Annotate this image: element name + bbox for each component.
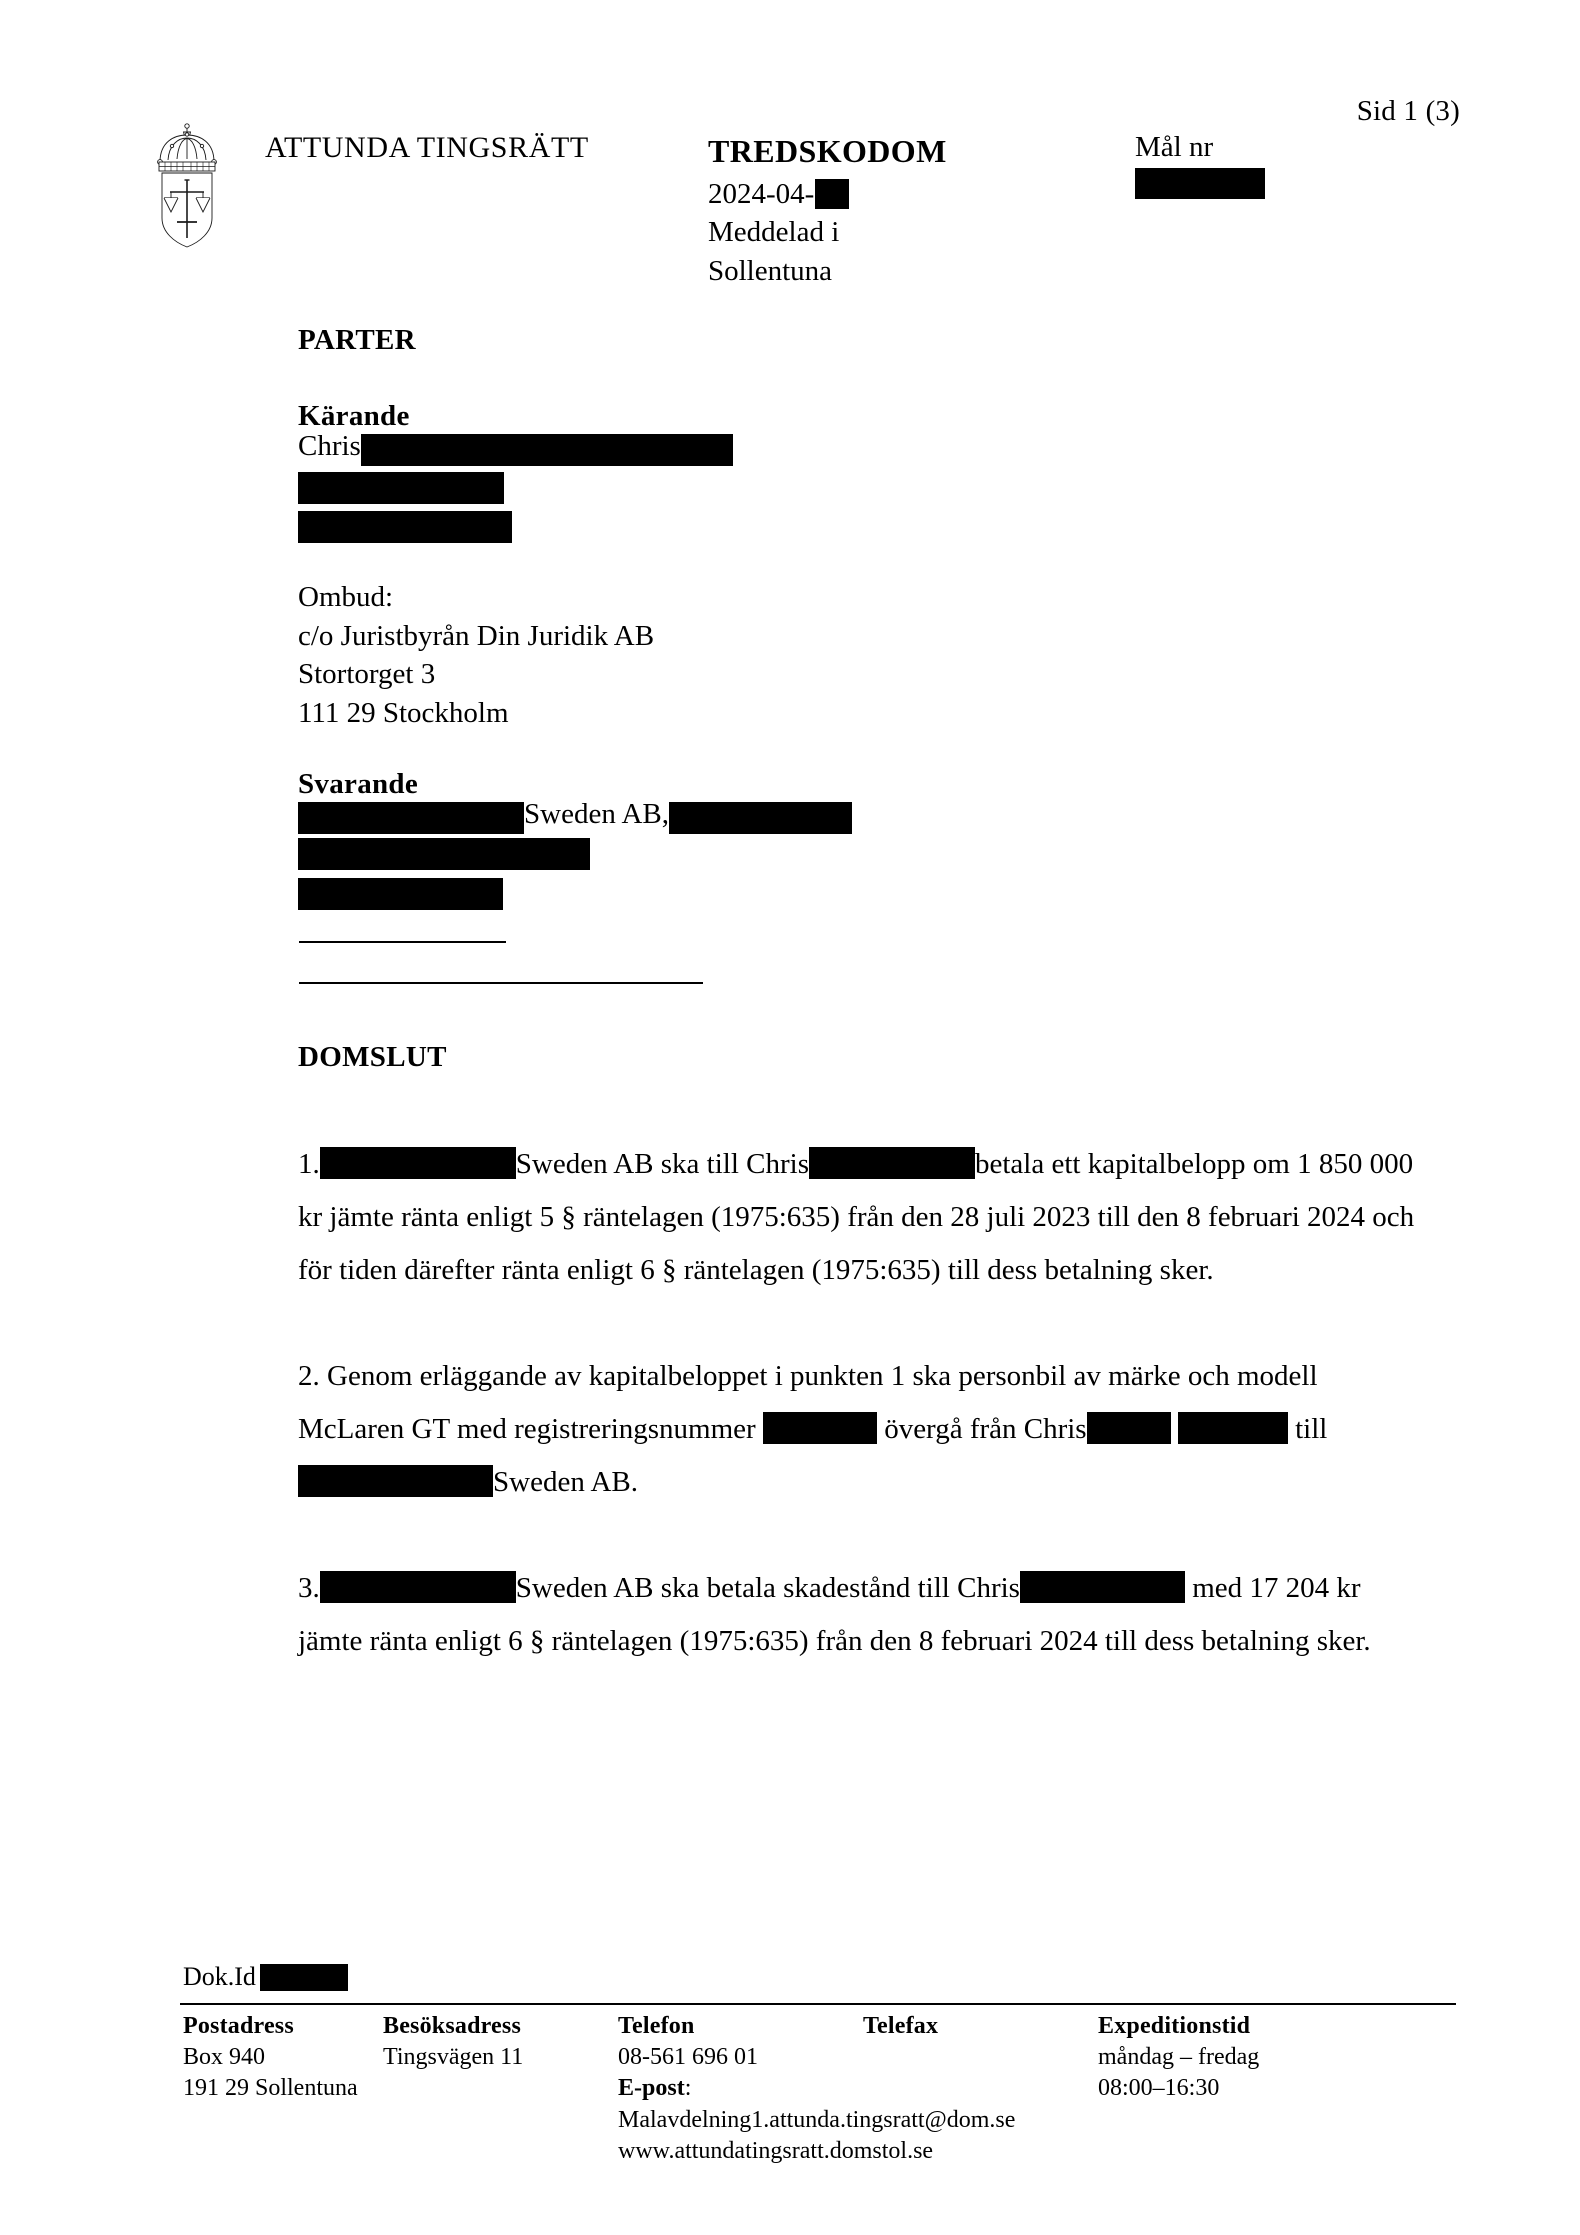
judgment-section-heading: DOMSLUT: [298, 1041, 447, 1073]
defendant-company-suffix: Sweden AB,: [524, 798, 669, 830]
redaction-defendant-address-2: [298, 878, 503, 910]
footer-telephone-heading: Telefon: [618, 2013, 695, 2039]
judgment-item-2-text-d: Sweden AB.: [493, 1466, 638, 1498]
redaction-defendant-company-name: [298, 802, 524, 834]
judgment-item-3-number: 3.: [298, 1572, 320, 1604]
parties-section-heading: PARTER: [298, 324, 416, 356]
document-date: 2024-04-: [708, 177, 815, 210]
judgment-item-2-text-c: till: [1295, 1413, 1328, 1445]
court-name: ATTUNDA TINGSRÄTT: [265, 131, 589, 164]
footer-column-opening-hours: [1098, 2011, 1398, 2105]
plaintiff-name-prefix: Chris: [298, 430, 361, 462]
defendant-heading: Svarande: [298, 768, 419, 800]
footer-website-url[interactable]: www.attundatingsratt.domstol.se: [618, 2137, 934, 2164]
plaintiff-heading: Kärande: [298, 400, 410, 432]
redaction-defendant-org-number: [669, 802, 852, 834]
document-type-title: TREDSKODOM: [708, 133, 947, 169]
judgment-item-1-text-b: betala ett kapitalbelopp om 1 850 000 kr jämte ränta enligt 5 § räntelagen (1975:635) från den 28 juli 2023 till den 8 februari 2024 och för tiden därefter ränta enligt 6 § räntelagen (1975:635) till dess betalning sker.: [298, 1148, 1415, 1286]
redaction-document-id: [260, 1964, 348, 1991]
redaction-plaintiff-address-1: [298, 472, 504, 504]
footer-column-telefax: [863, 2011, 1098, 2042]
footer-column-telephone: Telefon 08-561 696 01 E-post: Malavdelning1.attunda.tingsratt@dom.se www.attundatingsratt.domstol.se: [618, 2011, 863, 2167]
issued-location-line1: Meddelad i: [708, 216, 840, 249]
document-date-line: [708, 175, 1038, 214]
document-id-label: Dok.Id: [183, 1962, 256, 1991]
judgment-item-1-number: 1.: [298, 1148, 320, 1180]
case-number-label: Mål nr: [1135, 131, 1214, 163]
redaction-item2-plaintiff-a: [1087, 1412, 1171, 1444]
footer-postal-line-1: Box 940: [183, 2044, 266, 2071]
judgment-body: [298, 1138, 1428, 1668]
footer-postal-line-2: 191 29 Sollentuna: [183, 2075, 358, 2102]
footer-email-label: E-post: [618, 2075, 685, 2102]
redaction-item1-plaintiff: [809, 1147, 975, 1179]
judgment-item-2-text-b: övergå från Chris: [884, 1413, 1087, 1445]
footer-visiting-line-1: Tingsvägen 11: [383, 2044, 524, 2071]
representative-details: [298, 578, 654, 732]
judgment-item-1-text-a: Sweden AB ska till Chris: [515, 1148, 809, 1180]
defendant-name-line: [298, 798, 852, 834]
footer-telefax-heading: Telefax: [863, 2013, 939, 2039]
swedish-court-coat-of-arms-icon: [148, 118, 226, 250]
redaction-plaintiff-name: [361, 434, 733, 466]
redaction-item1-company: [320, 1147, 516, 1179]
redaction-item3-company: [320, 1571, 516, 1603]
plaintiff-name-line: [298, 432, 733, 468]
redaction-item2-plaintiff-b: [1178, 1412, 1288, 1444]
redaction-case-number: [1135, 168, 1265, 199]
issued-location-line2: Sollentuna: [708, 254, 833, 287]
judgment-item-2-text-a: Genom erläggande av kapitalbeloppet i punkten 1 ska personbil av märke och modell McLaren GT med registreringsnummer: [298, 1360, 1318, 1445]
redaction-item2-company: [298, 1465, 493, 1497]
footer-divider: [180, 2003, 1456, 2005]
representative-line-2: Stortorget 3: [298, 658, 436, 691]
document-id: [183, 1962, 348, 1993]
separator-rule-long: [299, 982, 703, 984]
redaction-plaintiff-address-2: [298, 511, 512, 543]
judgment-item-1: [298, 1138, 1428, 1297]
representative-label: Ombud:: [298, 581, 394, 613]
redaction-item2-registration-number: [763, 1412, 877, 1444]
judgment-item-3-text-a: Sweden AB ska betala skadestånd till Chris: [515, 1572, 1020, 1604]
representative-line-1: c/o Juristbyrån Din Juridik AB: [298, 619, 655, 652]
page-indicator: Sid 1 (3): [1356, 95, 1460, 127]
footer-hours-time: 08:00–16:30: [1098, 2075, 1220, 2102]
footer-visiting-heading: Besöksadress: [383, 2013, 521, 2039]
redaction-date-day: [815, 179, 849, 209]
redaction-defendant-address-1: [298, 838, 590, 870]
footer-contact-block: [183, 2011, 1459, 2167]
footer-column-visiting-address: [383, 2011, 618, 2073]
plaintiff-details: [298, 432, 733, 543]
redaction-item3-plaintiff: [1020, 1571, 1185, 1603]
footer-telephone-number: 08-561 696 01: [618, 2044, 758, 2071]
footer-column-postal-address: [183, 2011, 383, 2105]
judgment-item-2-number: 2.: [298, 1360, 320, 1392]
footer-hours-heading: Expeditionstid: [1098, 2013, 1251, 2039]
document-type-block: [708, 130, 1038, 290]
judgment-item-3: [298, 1562, 1428, 1668]
defendant-details: [298, 798, 852, 910]
footer-postal-heading: Postadress: [183, 2013, 294, 2039]
judgment-item-3-text-b: med 17 204 kr jämte ränta enligt 6 § räntelagen (1975:635) från den 8 februari 2024 till dess betalning sker.: [298, 1572, 1371, 1657]
representative-line-3: 111 29 Stockholm: [298, 696, 509, 729]
judgment-item-2: [298, 1350, 1428, 1509]
case-number-block: [1135, 131, 1265, 199]
footer-hours-days: måndag – fredag: [1098, 2044, 1260, 2071]
separator-rule-short: [299, 941, 506, 943]
footer-email-address[interactable]: Malavdelning1.attunda.tingsratt@dom.se: [618, 2106, 1016, 2133]
